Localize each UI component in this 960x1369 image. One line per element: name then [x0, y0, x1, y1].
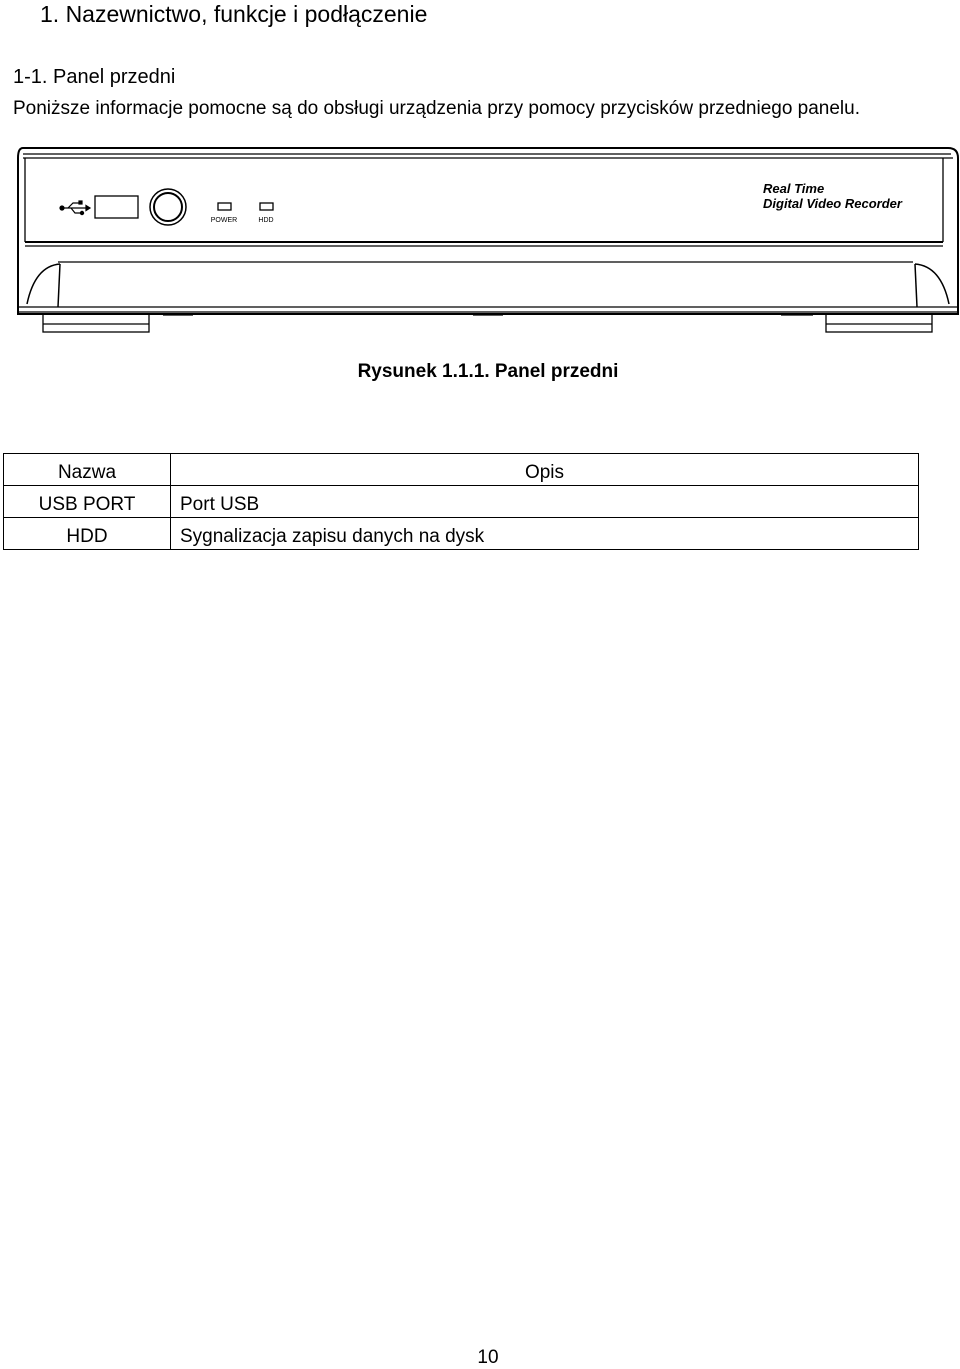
dvr-front-panel-illustration [13, 142, 960, 338]
page-number: 10 [477, 1347, 499, 1368]
usb-icon [60, 201, 90, 215]
section-heading: 1. Nazewnictwo, funkcje i podłączenie [40, 1, 428, 27]
row-name: USB PORT [4, 486, 171, 518]
header-name: Nazwa [4, 454, 171, 486]
subsection-heading: 1-1. Panel przedni [13, 66, 176, 88]
brand-line-2: Digital Video Recorder [763, 196, 902, 211]
table-row [4, 486, 919, 518]
power-led-label: POWER [210, 217, 238, 224]
table-row [4, 518, 919, 550]
hdd-led-label: HDD [258, 217, 274, 224]
header-desc: Opis [171, 454, 919, 486]
brand-line-1: Real Time [763, 181, 825, 196]
figure-caption: Rysunek 1.1.1. Panel przedni [357, 361, 619, 382]
row-desc: Port USB [171, 486, 919, 518]
intro-paragraph: Poniższe informacje pomocne są do obsługi urządzenia przy pomocy przycisków przedniego panelu. [13, 98, 861, 119]
front-panel-table [3, 453, 919, 550]
row-desc: Sygnalizacja zapisu danych na dysk [171, 518, 919, 550]
row-name: HDD [4, 518, 171, 550]
table-header-row [4, 454, 919, 486]
